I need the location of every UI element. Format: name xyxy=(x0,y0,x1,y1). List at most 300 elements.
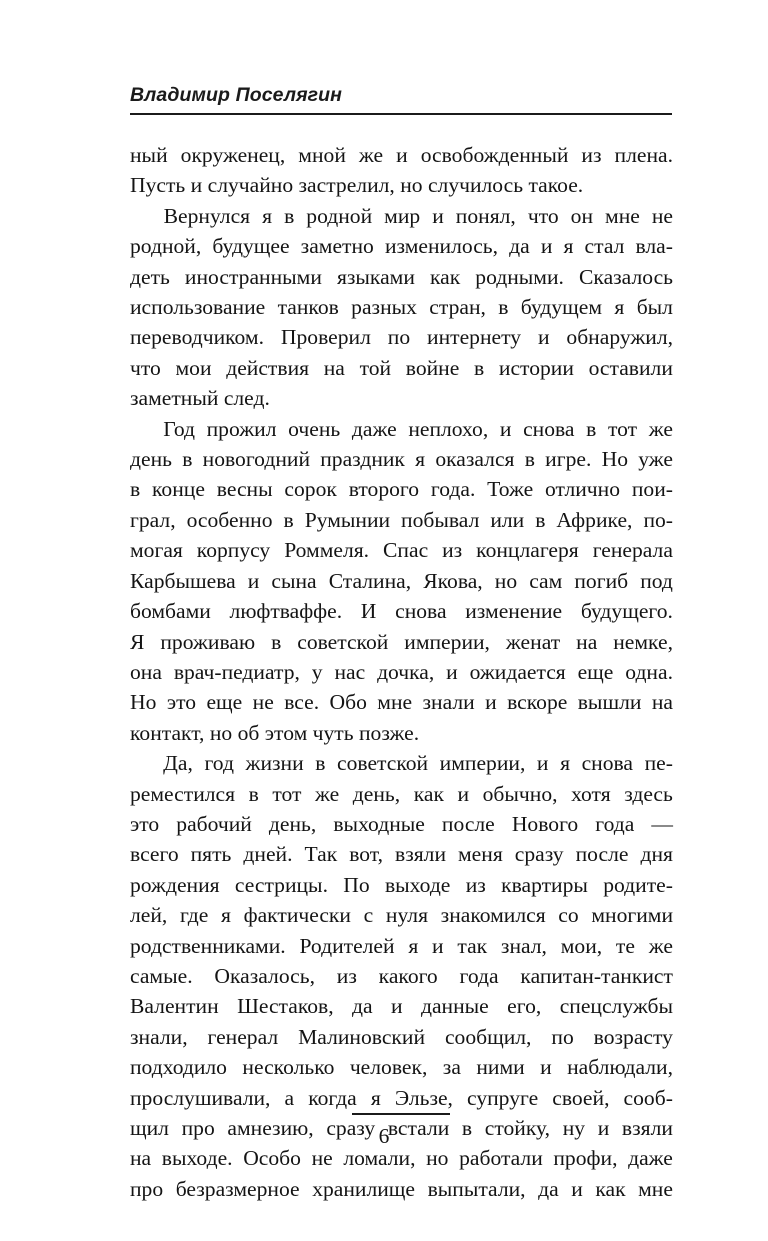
word: да xyxy=(509,234,530,259)
word: работали xyxy=(459,1146,543,1171)
word: Вернулся xyxy=(163,203,251,228)
word: люфтваффе. xyxy=(229,599,343,624)
text-line xyxy=(130,839,673,869)
word: Но xyxy=(130,690,157,715)
word: дня xyxy=(640,842,673,867)
word: Нового xyxy=(511,811,579,836)
body-text-column xyxy=(130,140,673,1204)
word: изменилось, xyxy=(384,234,499,259)
word: из xyxy=(581,143,602,167)
word: деть xyxy=(130,264,170,289)
word: тот xyxy=(607,416,638,441)
word: сразу xyxy=(514,842,564,867)
word: Африке, xyxy=(556,507,633,532)
text-line xyxy=(130,809,673,839)
word: по- xyxy=(643,507,673,532)
word: по xyxy=(551,1024,574,1049)
word: и xyxy=(571,1176,583,1201)
word: и xyxy=(597,1116,610,1140)
word: мне xyxy=(605,203,640,228)
text-line xyxy=(130,870,673,900)
paragraph-indent xyxy=(130,414,152,444)
word: Сказалось xyxy=(579,264,673,289)
word: снова xyxy=(523,416,575,441)
word: Шестаков, xyxy=(237,994,334,1019)
word: иностранными xyxy=(184,264,322,289)
word: в xyxy=(315,751,326,776)
word: женат xyxy=(505,629,561,654)
word: я xyxy=(262,203,273,228)
word: те xyxy=(615,933,635,958)
text-line xyxy=(130,1022,673,1052)
word: на xyxy=(130,1146,152,1171)
text-line xyxy=(130,931,673,961)
word: одна. xyxy=(625,659,673,684)
text-line: Пусть и случайно застрелил, но случилось такое. xyxy=(130,173,584,198)
word: после xyxy=(441,811,495,836)
word: как xyxy=(429,264,461,289)
word: заметно xyxy=(300,234,374,259)
word: за xyxy=(442,1055,461,1080)
word: Спас xyxy=(383,538,429,563)
word: грал, xyxy=(130,507,176,532)
word: концлагеря xyxy=(476,538,579,563)
word: лей, xyxy=(130,903,168,928)
word: танков xyxy=(277,295,339,320)
word: года xyxy=(459,963,499,988)
word: Валентин xyxy=(130,994,219,1019)
word: родными. xyxy=(475,264,564,289)
word: с xyxy=(363,903,374,928)
word: мои, xyxy=(560,933,603,958)
word: окруженец, xyxy=(180,143,286,167)
word: выходе. xyxy=(161,1146,233,1171)
word: интернету xyxy=(427,325,522,350)
word: вскоре xyxy=(507,690,568,715)
word: будущем xyxy=(520,295,603,320)
word: бомбами xyxy=(130,599,211,624)
word: что xyxy=(527,203,559,228)
word: жизни xyxy=(245,751,304,776)
word: день xyxy=(130,447,172,472)
word: его, xyxy=(507,994,542,1019)
paragraph xyxy=(130,201,673,414)
word: Малиновский xyxy=(298,1024,426,1049)
word: империи, xyxy=(404,629,490,654)
word: многими xyxy=(591,903,673,928)
word: где xyxy=(179,903,209,928)
word: врач-педиатр, xyxy=(173,659,300,684)
word: из xyxy=(465,872,486,897)
word: оказался xyxy=(435,447,515,472)
word: рождения xyxy=(130,872,220,897)
text-line xyxy=(130,779,673,809)
word: выпытали, xyxy=(427,1176,526,1201)
word: будущего. xyxy=(580,599,673,624)
word: стран, xyxy=(429,295,486,320)
word: — xyxy=(651,811,673,836)
word: пять xyxy=(190,842,232,867)
word: встали xyxy=(387,1116,450,1140)
word: По xyxy=(343,872,370,897)
word: Родителей xyxy=(299,933,395,958)
word: ну xyxy=(562,1116,586,1140)
text-line xyxy=(130,353,673,383)
word: капитан-танкист xyxy=(520,963,673,988)
word: в xyxy=(248,781,259,806)
word: был xyxy=(636,295,673,320)
word: в xyxy=(182,447,193,472)
word: всего xyxy=(130,842,179,867)
word: разных xyxy=(351,295,417,320)
word: Но xyxy=(601,447,628,472)
word: меня xyxy=(458,842,503,867)
word: знали xyxy=(422,690,475,715)
word: на xyxy=(576,629,598,654)
word: я xyxy=(563,234,574,259)
word: не xyxy=(252,690,274,715)
word: еще xyxy=(206,690,243,715)
word: наблюдали, xyxy=(567,1055,673,1080)
word: и xyxy=(391,994,403,1019)
word: со xyxy=(558,903,579,928)
running-head-author: Владимир Поселягин xyxy=(130,84,343,106)
word: безразмерное xyxy=(175,1176,300,1201)
word: или xyxy=(490,507,525,532)
word: в xyxy=(130,477,141,502)
word: погиб xyxy=(574,568,629,593)
word: и xyxy=(540,234,553,259)
text-line xyxy=(130,444,673,474)
word: знали, xyxy=(130,1024,188,1049)
word: на xyxy=(323,355,345,380)
word: хотя xyxy=(571,781,611,806)
word: ожидается xyxy=(469,659,566,684)
word: переводчиком. xyxy=(130,325,264,350)
word: года. xyxy=(430,477,476,502)
text-line xyxy=(130,1174,673,1204)
word: сорок xyxy=(284,477,337,502)
word: на xyxy=(651,690,673,715)
word: новогодний xyxy=(202,447,311,472)
word: день, xyxy=(352,781,401,806)
word: Оказалось, xyxy=(214,963,315,988)
word: обычно, xyxy=(482,781,558,806)
word: отлично xyxy=(545,477,621,502)
word: в xyxy=(498,295,509,320)
word: не xyxy=(651,203,673,228)
running-head-rule xyxy=(130,113,672,115)
word: в xyxy=(524,447,535,472)
text-line xyxy=(130,414,673,444)
word: мир xyxy=(384,203,421,228)
word: стойку, xyxy=(484,1116,551,1140)
word: немке, xyxy=(613,629,673,654)
text-line xyxy=(130,1052,673,1082)
word: дней. xyxy=(243,842,293,867)
word: она xyxy=(130,659,162,684)
word: стал xyxy=(584,234,625,259)
word: советской xyxy=(337,751,429,776)
word: это xyxy=(166,690,197,715)
word: и xyxy=(446,659,458,684)
word: он xyxy=(570,203,594,228)
word: в xyxy=(474,355,485,380)
word: в xyxy=(284,203,295,228)
word: какого xyxy=(378,963,438,988)
word: родственниками. xyxy=(130,933,286,958)
word: это xyxy=(130,811,160,836)
word: когда xyxy=(308,1085,357,1110)
word: языками xyxy=(336,264,415,289)
word: фактически xyxy=(243,903,351,928)
word: и xyxy=(432,203,444,228)
word: прослушивали, xyxy=(130,1085,271,1110)
paragraph-indent xyxy=(130,201,152,231)
text-line xyxy=(130,140,673,170)
word: ними xyxy=(476,1055,525,1080)
word: неплохо, xyxy=(408,416,489,441)
word: ломали, xyxy=(343,1146,416,1171)
word: снова xyxy=(581,751,634,776)
word: использование xyxy=(130,295,266,320)
word: вот, xyxy=(349,842,384,867)
word: второго xyxy=(348,477,420,502)
text-line xyxy=(130,322,673,352)
word: очень xyxy=(288,416,341,441)
word: и xyxy=(485,690,497,715)
word: а xyxy=(284,1085,295,1110)
word: и xyxy=(396,143,408,167)
word: корпусу xyxy=(196,538,271,563)
text-line xyxy=(130,687,673,717)
text-line xyxy=(130,262,673,292)
word: сообщил, xyxy=(444,1024,532,1049)
word: изменение xyxy=(465,599,563,624)
text-line xyxy=(130,596,673,626)
word: реместился xyxy=(130,781,236,806)
folio-rule xyxy=(352,1113,450,1115)
word: мной xyxy=(298,143,346,167)
word: той xyxy=(359,355,392,380)
word: своей, xyxy=(552,1085,610,1110)
text-line xyxy=(130,961,673,991)
word: но xyxy=(426,1146,449,1171)
word: игре. xyxy=(545,447,592,472)
word: даже xyxy=(351,416,397,441)
word: Румынии xyxy=(304,507,391,532)
word: Тоже xyxy=(487,477,534,502)
text-line xyxy=(130,292,673,322)
word: амнезию, xyxy=(227,1116,314,1140)
word: еще xyxy=(577,659,614,684)
word: вла- xyxy=(635,234,673,259)
word: данные xyxy=(420,994,489,1019)
word: Обо xyxy=(329,690,367,715)
word: сына xyxy=(271,568,317,593)
word: все. xyxy=(284,690,320,715)
word: же xyxy=(648,933,673,958)
word: знакомился xyxy=(440,903,546,928)
word: да xyxy=(352,994,373,1019)
word: мне xyxy=(638,1176,673,1201)
word: в xyxy=(586,416,597,441)
word: и xyxy=(540,1055,552,1080)
word: Да, xyxy=(163,751,193,776)
word: и xyxy=(537,325,550,350)
word: я xyxy=(408,933,419,958)
word: взяли xyxy=(621,1116,673,1140)
word: побывал xyxy=(401,507,480,532)
word: даже xyxy=(628,1146,673,1171)
word: выходе xyxy=(384,872,451,897)
text-line xyxy=(130,900,673,930)
word: Я xyxy=(130,629,145,654)
word: что xyxy=(130,355,161,380)
word: в xyxy=(271,629,282,654)
word: Карбышева xyxy=(130,568,236,593)
text-line: контакт, но об этом чуть позже. xyxy=(130,720,420,745)
word: мои xyxy=(175,355,212,380)
word: вышли xyxy=(577,690,642,715)
page-number: 6 xyxy=(378,1124,390,1148)
word: я xyxy=(560,751,570,776)
word: знал, xyxy=(500,933,547,958)
text-line xyxy=(130,657,673,687)
word: Якова, xyxy=(423,568,483,593)
word: мне xyxy=(377,690,413,715)
word: несколько xyxy=(242,1055,335,1080)
word: понял, xyxy=(455,203,516,228)
word: плена. xyxy=(614,143,673,167)
word: в xyxy=(535,507,546,532)
word: из xyxy=(336,963,357,988)
running-head xyxy=(130,83,672,107)
text-line xyxy=(130,991,673,1021)
word: уже xyxy=(638,447,673,472)
word: Особо xyxy=(243,1146,301,1171)
word: войне xyxy=(405,355,460,380)
word: Год xyxy=(163,416,195,441)
word: после xyxy=(575,842,629,867)
paragraph xyxy=(130,140,673,201)
word: Так xyxy=(304,842,338,867)
word: конце xyxy=(152,477,205,502)
word: сестрицы. xyxy=(234,872,328,897)
word: снова xyxy=(395,599,447,624)
word: могая xyxy=(130,538,183,563)
word: нуля xyxy=(385,903,429,928)
word: профи, xyxy=(553,1146,618,1171)
word: день, xyxy=(268,811,317,836)
word: сразу xyxy=(326,1116,376,1140)
word: прожил xyxy=(206,416,277,441)
text-line xyxy=(130,201,673,231)
word: освобожденный xyxy=(420,143,569,167)
word: выходные xyxy=(333,811,425,836)
word: проживаю xyxy=(160,629,256,654)
word: я xyxy=(221,903,231,928)
word: и xyxy=(499,416,512,441)
word: рабочий xyxy=(176,811,252,836)
word: советской xyxy=(297,629,389,654)
text-line xyxy=(130,627,673,657)
word: так xyxy=(457,933,488,958)
word: же xyxy=(358,143,384,167)
word: империи, xyxy=(439,751,526,776)
word: сооб- xyxy=(623,1085,673,1110)
word: действия xyxy=(226,355,310,380)
word: будущее xyxy=(212,234,290,259)
word: у xyxy=(311,659,323,684)
word: и xyxy=(247,568,260,593)
word: обнаружил, xyxy=(566,325,673,350)
word: как xyxy=(413,781,444,806)
word: генерала xyxy=(592,538,673,563)
word: здесь xyxy=(624,781,673,806)
word: как xyxy=(595,1176,626,1201)
text-line xyxy=(130,748,673,778)
word: квартиры xyxy=(501,872,588,897)
text-line xyxy=(130,1083,673,1113)
word: под xyxy=(640,568,673,593)
word: про xyxy=(181,1116,215,1140)
word: хранилище xyxy=(312,1176,416,1201)
word: взяли xyxy=(395,842,447,867)
word: пе- xyxy=(644,751,673,776)
word: Сталина, xyxy=(328,568,412,593)
word: пои- xyxy=(631,477,673,502)
word: тот xyxy=(272,781,302,806)
word: и xyxy=(457,781,470,806)
word: года xyxy=(595,811,635,836)
paragraph xyxy=(130,414,673,748)
word: но xyxy=(494,568,518,593)
word: да xyxy=(538,1176,559,1201)
word: родной xyxy=(306,203,373,228)
paragraph-indent xyxy=(130,748,152,778)
word: генерал xyxy=(207,1024,279,1049)
word: истории xyxy=(498,355,574,380)
word: Эльзе, xyxy=(394,1085,453,1110)
word: и xyxy=(536,751,549,776)
word: праздник xyxy=(320,447,405,472)
word: возрасту xyxy=(593,1024,673,1049)
word: по xyxy=(387,325,411,350)
word: про xyxy=(130,1176,164,1201)
word: самые. xyxy=(130,963,193,988)
word: я xyxy=(614,295,625,320)
word: весны xyxy=(216,477,273,502)
word: щил xyxy=(130,1116,169,1140)
text-line xyxy=(130,474,673,504)
word: в xyxy=(461,1116,473,1140)
word: оставили xyxy=(588,355,673,380)
text-line xyxy=(130,505,673,535)
word: дочка, xyxy=(377,659,435,684)
word: нас xyxy=(334,659,366,684)
word: родной, xyxy=(130,234,202,259)
word: особенно xyxy=(186,507,273,532)
text-line xyxy=(130,231,673,261)
word: ный xyxy=(130,143,168,167)
word: подходило xyxy=(130,1055,227,1080)
word: супруге xyxy=(467,1085,539,1110)
word: сам xyxy=(529,568,563,593)
word: И xyxy=(360,599,377,624)
word: человек, xyxy=(349,1055,428,1080)
word: не xyxy=(311,1146,333,1171)
